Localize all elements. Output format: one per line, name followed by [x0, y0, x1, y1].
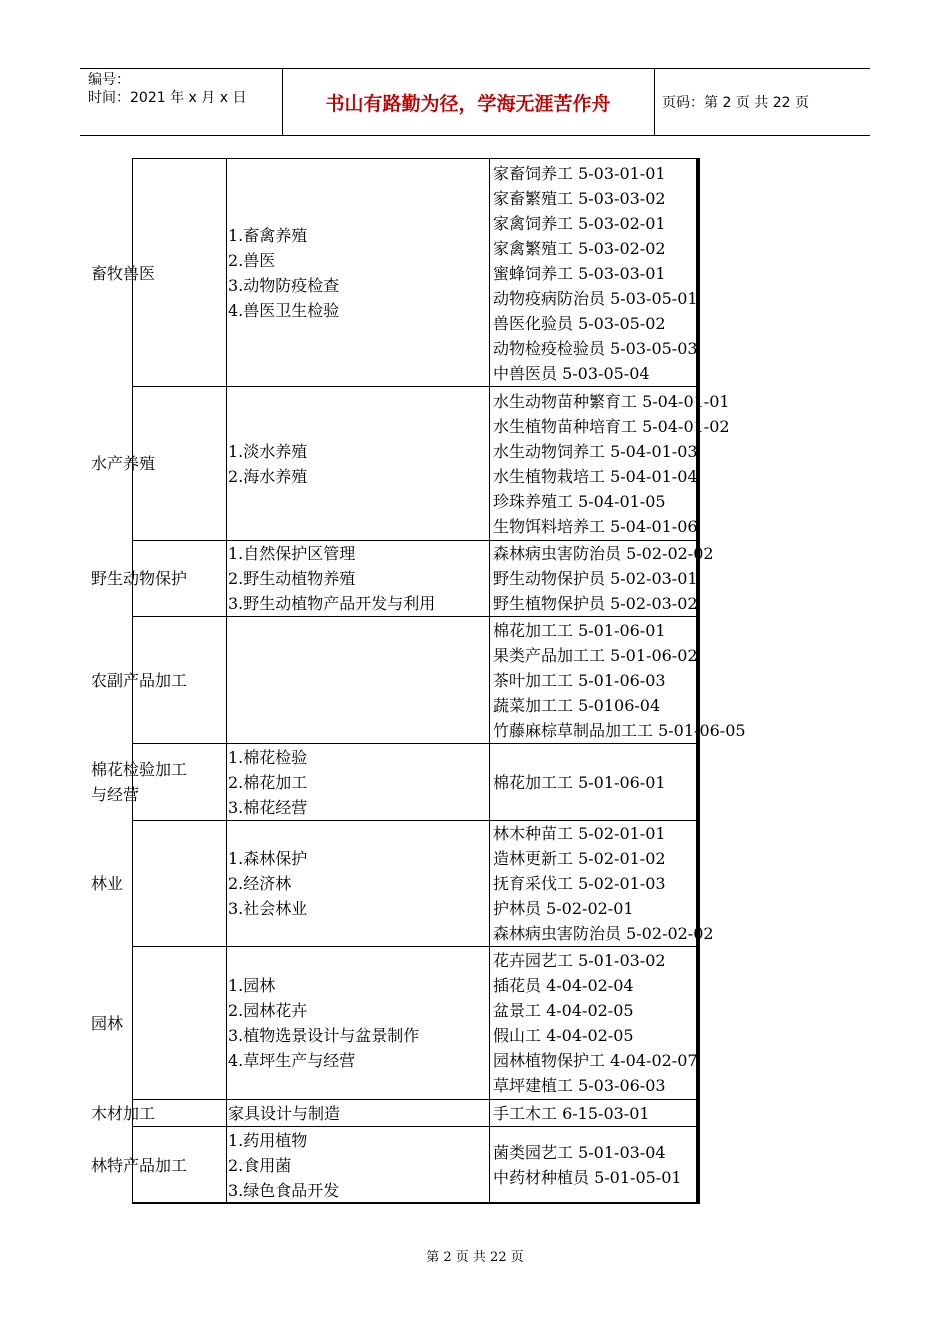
job-item: 园林植物保护工 4-04-02-07: [493, 1051, 698, 1070]
job-item: 果类产品加工工 5-01-06-02: [493, 645, 698, 665]
job-item: 护林员 5-02-02-01: [493, 899, 634, 918]
job-item: 抚育采伐工 5-02-01-03: [493, 874, 666, 893]
job-item: 森林病虫害防治员 5-02-02-02: [493, 544, 714, 563]
job-item: 水生植物苗种培育工 5-04-01-02: [493, 416, 730, 436]
job-item: 菌类园艺工 5-01-03-04: [493, 1143, 666, 1162]
category-text: 畜牧兽医: [91, 263, 156, 283]
row-jobs: [493, 160, 793, 386]
job-item: 草坪建植工 5-03-06-03: [493, 1076, 666, 1095]
row-jobs: [493, 947, 793, 1099]
category-text: 农副产品加工: [91, 670, 188, 690]
row-directions: [228, 160, 490, 386]
direction-item: 4.草坪生产与经营: [228, 1051, 356, 1070]
category-text: 棉花检验加工: [91, 760, 188, 779]
row-category: [91, 541, 231, 616]
direction-item: 1.淡水养殖: [228, 441, 308, 461]
row-category: [91, 617, 231, 743]
direction-item: 3.植物选景设计与盆景制作: [228, 1026, 420, 1045]
job-item: 造林更新工 5-02-01-02: [493, 849, 666, 868]
job-item: 假山工 4-04-02-05: [493, 1026, 634, 1045]
direction-item: 2.海水养殖: [228, 466, 308, 486]
row-directions: [228, 1100, 490, 1126]
job-item: 盆景工 4-04-02-05: [493, 1001, 634, 1020]
header-meta: [80, 69, 282, 135]
direction-item: 1.园林: [228, 976, 276, 995]
job-item: 茶叶加工工 5-01-06-03: [493, 670, 666, 690]
job-item: 中兽医员 5-03-05-04: [493, 363, 650, 383]
direction-item: 2.野生动植物养殖: [228, 569, 356, 588]
job-item: 动物检疫检验员 5-03-05-03: [493, 338, 698, 358]
direction-item: 3.棉花经营: [228, 797, 308, 817]
direction-item: 3.绿色食品开发: [228, 1180, 340, 1200]
row-jobs: [493, 1127, 793, 1203]
job-item: 蔬菜加工工 5-0106-04: [493, 695, 661, 715]
job-item: 棉花加工工 5-01-06-01: [493, 620, 666, 640]
job-item: 家畜繁殖工 5-03-03-02: [493, 188, 666, 208]
category-text: 与经营: [91, 785, 140, 804]
row-directions: [228, 387, 490, 540]
job-item: 家畜饲养工 5-03-01-01: [493, 163, 666, 183]
job-item: 手工木工 6-15-03-01: [493, 1103, 650, 1123]
row-category: [91, 387, 231, 540]
direction-item: 4.兽医卫生检验: [228, 301, 340, 320]
row-category: [91, 744, 231, 820]
header-motto: 书山有路勤为径，学海无涯苦作舟: [325, 92, 611, 115]
category-text: 水产养殖: [91, 454, 156, 473]
direction-item: 2.经济林: [228, 874, 292, 893]
job-item: 水生植物栽培工 5-04-01-04: [493, 466, 698, 486]
row-category: [91, 1100, 231, 1126]
direction-item: 家具设计与制造: [228, 1103, 341, 1123]
job-item: 家禽繁殖工 5-03-02-02: [493, 238, 666, 258]
job-item: 家禽饲养工 5-03-02-01: [493, 213, 666, 233]
job-item: 棉花加工工 5-01-06-01: [493, 772, 666, 792]
job-item: 珍珠养殖工 5-04-01-05: [493, 491, 666, 511]
job-item: 林木种苗工 5-02-01-01: [493, 824, 666, 843]
job-item: 竹藤麻棕草制品加工工 5-01-06-05: [493, 720, 746, 740]
document-date-label: 时间：2021 年 x 月 x 日: [88, 90, 247, 106]
row-directions: [228, 821, 490, 946]
job-item: 野生植物保护员 5-02-03-02: [493, 594, 698, 613]
direction-item: 3.社会林业: [228, 899, 308, 918]
category-text: 木材加工: [91, 1103, 156, 1123]
row-directions: [228, 744, 490, 820]
row-jobs: [493, 821, 793, 946]
direction-item: 1.自然保护区管理: [228, 544, 356, 563]
job-item: 动物疫病防治员 5-03-05-01: [493, 288, 698, 308]
header-divider: [654, 69, 655, 135]
row-category: [91, 160, 231, 386]
job-item: 森林病虫害防治员 5-02-02-02: [493, 924, 714, 943]
row-category: [91, 821, 231, 946]
job-item: 水生动物饲养工 5-04-01-03: [493, 441, 698, 461]
job-item: 水生动物苗种繁育工 5-04-01-01: [493, 391, 730, 411]
job-item: 兽医化验员 5-03-05-02: [493, 313, 666, 333]
direction-item: 2.棉花加工: [228, 772, 308, 792]
job-item: 蜜蜂饲养工 5-03-03-01: [493, 263, 666, 283]
job-item: 插花员 4-04-02-04: [493, 976, 634, 995]
category-text: 野生动物保护: [91, 569, 188, 588]
row-jobs: [493, 387, 793, 540]
direction-item: 1.药用植物: [228, 1130, 308, 1150]
job-item: 生物饵料培养工 5-04-01-06: [493, 516, 698, 536]
job-item: 中药材种植员 5-01-05-01: [493, 1168, 682, 1187]
page-footer: 第 2 页 共 22 页: [426, 1250, 524, 1265]
row-category: [91, 947, 231, 1099]
row-jobs: [493, 744, 793, 820]
direction-item: 2.兽医: [228, 251, 276, 270]
direction-item: 2.食用菌: [228, 1155, 292, 1175]
job-item: 野生动物保护员 5-02-03-01: [493, 569, 698, 588]
document-number-label: 编号：: [88, 72, 130, 88]
direction-item: 1.森林保护: [228, 849, 308, 868]
direction-item: 1.畜禽养殖: [228, 226, 308, 245]
row-category: [91, 1127, 231, 1203]
row-directions: [228, 541, 490, 616]
direction-item: 1.棉花检验: [228, 747, 308, 767]
header-page-label: 页码：第 2 页 共 22 页: [662, 95, 809, 111]
page-header: [80, 68, 870, 136]
job-item: 花卉园艺工 5-01-03-02: [493, 951, 666, 970]
direction-item: 3.野生动植物产品开发与利用: [228, 594, 436, 613]
row-jobs: [493, 617, 793, 743]
category-text: 林业: [91, 874, 124, 893]
row-directions: [228, 1127, 490, 1203]
row-jobs: [493, 541, 793, 616]
category-text: 园林: [91, 1013, 124, 1033]
direction-item: 2.园林花卉: [228, 1001, 308, 1020]
row-jobs: [493, 1100, 793, 1126]
direction-item: 3.动物防疫检查: [228, 276, 340, 295]
category-text: 林特产品加工: [91, 1155, 188, 1175]
row-directions: [228, 947, 490, 1099]
